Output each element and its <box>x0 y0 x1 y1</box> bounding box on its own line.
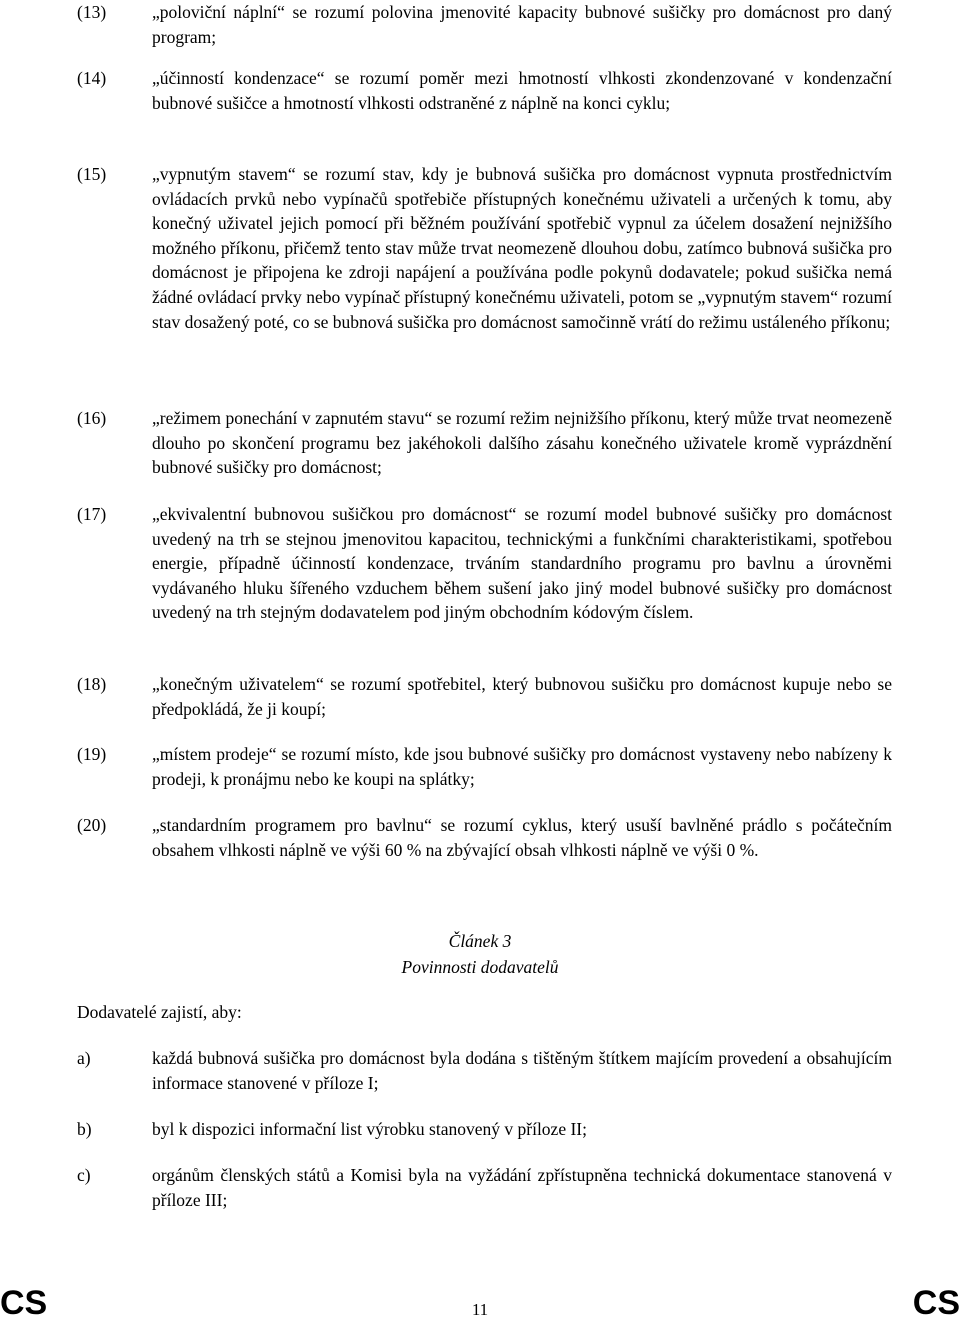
item-number: (20) <box>77 815 107 835</box>
item-text: „vypnutým stavem“ se rozumí stav, kdy je bubnová sušička pro domácnost vypnuta prostřednictvím ovládacích prvků nebo vypínačů spotřebiče přístupných konečnému uživateli a určených k tomu, aby konečný uživatel jejich pomocí při běžném používání spotřebič vypnul za účelem dosažení nejnižšího možného příkonu, přičemž tento stav může trvat neomezeně dlouhou dobu, zatímco bubnová sušička pro domácnost je připojena ke zdroji napájení a používána podle pokynů dodavatele; pokud sušička nemá žádné ovládací prvky nebo vypínač přístupný konečnému uživateli, potom se „vypnutým stavem“ rozumí stav dosažený poté, co se bubnová sušička pro domácnost samočinně vrátí do režimu ustáleného příkonu; <box>152 164 892 332</box>
item-text: orgánům členských států a Komisi byla na vyžádání zpřístupněna technická dokumentace stanovená v příloze III; <box>152 1165 892 1210</box>
intro-text: Dodavatelé zajistí, aby: <box>77 1002 242 1022</box>
item-text: „standardním programem pro bavlnu“ se rozumí cyklus, který usuší bavlněné prádlo s počátečním obsahem vlhkosti náplně ve výši 60 % na zbývající obsah vlhkosti náplně ve výši 0 %. <box>152 815 892 860</box>
item-letter: b) <box>77 1119 92 1139</box>
definition-item <box>77 502 892 625</box>
article-title: Článek 3 <box>448 931 512 951</box>
item-number: (19) <box>77 744 107 764</box>
item-letter: a) <box>77 1048 91 1068</box>
item-number: (15) <box>77 164 107 184</box>
item-text: „místem prodeje“ se rozumí místo, kde jsou bubnové sušičky pro domácnost vystaveny nebo nabízeny k prodeji, k pronájmu nebo ke koupi na splátky; <box>152 744 892 789</box>
obligation-item <box>77 1046 892 1095</box>
definition-item <box>77 672 892 721</box>
obligation-item <box>77 1117 892 1142</box>
item-text: „poloviční náplní“ se rozumí polovina jmenovité kapacity bubnové sušičky pro domácnost pro daný program; <box>152 2 892 47</box>
definition-item <box>77 66 892 115</box>
item-text: „režimem ponechání v zapnutém stavu“ se rozumí režim nejnižšího příkonu, který může trvat neomezeně dlouho po skončení programu bez jakéhokoli dalšího zásahu konečného uživatele kromě vyprázdnění bubnové sušičky pro domácnost; <box>152 408 892 478</box>
item-letter: c) <box>77 1165 91 1185</box>
item-number: (13) <box>77 2 107 22</box>
article-subtitle: Povinnosti dodavatelů <box>401 957 559 977</box>
definition-item <box>77 742 892 791</box>
item-text: „účinností kondenzace“ se rozumí poměr mezi hmotností vlhkosti zkondenzované v kondenzační bubnové sušičce a hmotností vlhkosti odstraněné z náplně na konci cyklu; <box>152 68 892 113</box>
definition-item <box>77 0 892 49</box>
language-code-left: CS <box>0 1284 48 1322</box>
obligation-item <box>77 1163 892 1212</box>
item-number: (18) <box>77 674 107 694</box>
item-number: (17) <box>77 504 107 524</box>
item-number: (16) <box>77 408 107 428</box>
item-text: každá bubnová sušička pro domácnost byla dodána s tištěným štítkem majícím provedení a obsahujícím informace stanovené v příloze I; <box>152 1048 892 1093</box>
definition-item <box>77 162 892 334</box>
definition-item <box>77 406 892 480</box>
page-number: 11 <box>471 1300 489 1319</box>
item-text: „ekvivalentní bubnovou sušičkou pro domácnost“ se rozumí model bubnové sušičky pro domácnost uvedený na trh se stejnou jmenovitou kapacitou, technickými a funkčními charakteristikami, spotřebou energie, případně účinností kondenzace, trváním standardního programu pro bavlnu a úrovněmi vydávaného hluku šířeného vzduchem během sušení jako jiný model bubnové sušičky pro domácnost uvedený na trh stejným dodavatelem pod jiným obchodním kódovým číslem. <box>152 504 892 623</box>
definition-item <box>77 813 892 862</box>
item-text: „konečným uživatelem“ se rozumí spotřebitel, který bubnovou sušičku pro domácnost kupuje nebo se předpokládá, že ji koupí; <box>152 674 892 719</box>
language-code-right: CS <box>912 1284 960 1322</box>
item-number: (14) <box>77 68 107 88</box>
item-text: byl k dispozici informační list výrobku stanovený v příloze II; <box>152 1119 587 1139</box>
